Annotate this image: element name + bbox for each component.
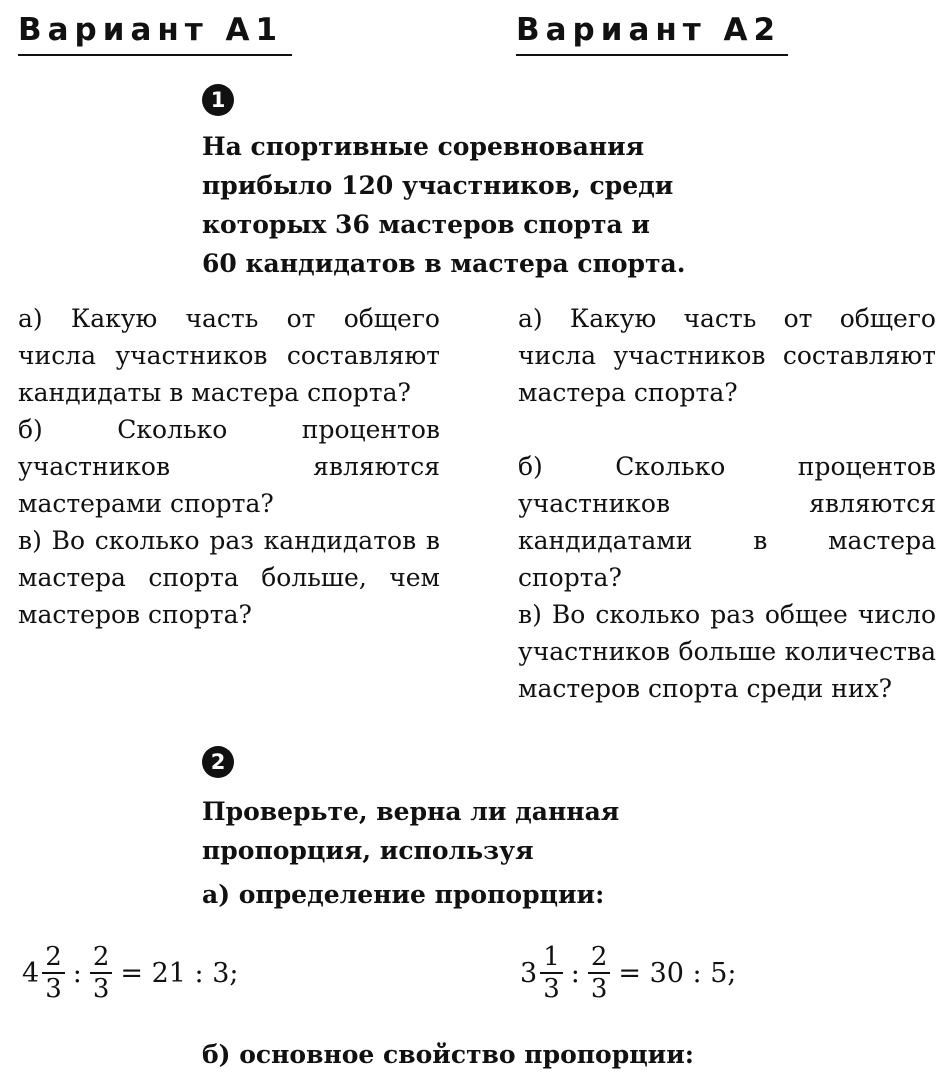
- fraction-numerator: 2: [90, 942, 113, 974]
- task-1-statement: [202, 127, 762, 283]
- fraction-denominator: 3: [543, 974, 560, 1004]
- a1-proportion-formula: [22, 942, 245, 1004]
- formula-fraction: [540, 942, 563, 1004]
- task-2-subtask-a: а) определение пропорции:: [202, 880, 605, 909]
- fraction-denominator: 3: [92, 974, 110, 1004]
- a2-question-a: а) Какую часть от общего числа участников составляют мастера спорта?: [518, 304, 936, 407]
- fraction-numerator: 1: [540, 942, 563, 974]
- task-1-number-badge: 1: [202, 84, 234, 116]
- task-2-number-badge: 2: [202, 746, 234, 778]
- formula-rhs: = 21 : 3;: [120, 957, 239, 989]
- fraction-numerator: 2: [588, 942, 611, 974]
- a2-question-c: в) Во сколько раз общее число участников больше количества мастеров спорта среди них?: [518, 600, 936, 703]
- task-1-line: На спортивные соревнования: [202, 132, 645, 161]
- formula-fraction: [90, 942, 113, 1004]
- fraction-denominator: 3: [590, 974, 608, 1004]
- formula-colon: :: [570, 957, 580, 989]
- task-1-line: прибыло 120 участников, среди: [202, 171, 674, 200]
- task-1-line: которых 36 мастеров спорта и: [202, 210, 650, 239]
- a1-question-c: в) Во сколько раз кандидатов в мастера спорта больше, чем мастеров спорта?: [18, 526, 440, 629]
- a2-proportion-formula: [520, 942, 743, 1004]
- task-2-subtask-b: б) основное свойство пропорции:: [202, 1040, 694, 1069]
- fraction-numerator: 2: [42, 942, 65, 974]
- formula-whole: 3: [520, 957, 538, 989]
- variant-a1-heading: Вариант А1: [18, 12, 292, 56]
- a1-question-a: а) Какую часть от общего числа участников составляют кандидаты в мастера спорта?: [18, 304, 440, 407]
- variant-a2-questions: [518, 300, 936, 707]
- formula-fraction: [42, 942, 65, 1004]
- variant-a2-heading: Вариант А2: [516, 12, 788, 56]
- formula-rhs: = 30 : 5;: [618, 957, 737, 989]
- formula-colon: :: [72, 957, 82, 989]
- task-2-statement: Проверьте, верна ли данная пропорция, используя: [202, 797, 620, 865]
- variant-a1-questions: [18, 300, 440, 633]
- a1-question-b: б) Сколько процентов участников являются мастерами спорта?: [18, 415, 440, 518]
- task-1-line: 60 кандидатов в мастера спорта.: [202, 249, 686, 278]
- a2-question-b: б) Сколько процентов участников являются кандидатами в мастера спорта?: [518, 452, 936, 592]
- formula-fraction: [588, 942, 611, 1004]
- fraction-denominator: 3: [45, 974, 62, 1004]
- formula-whole: 4: [22, 957, 40, 989]
